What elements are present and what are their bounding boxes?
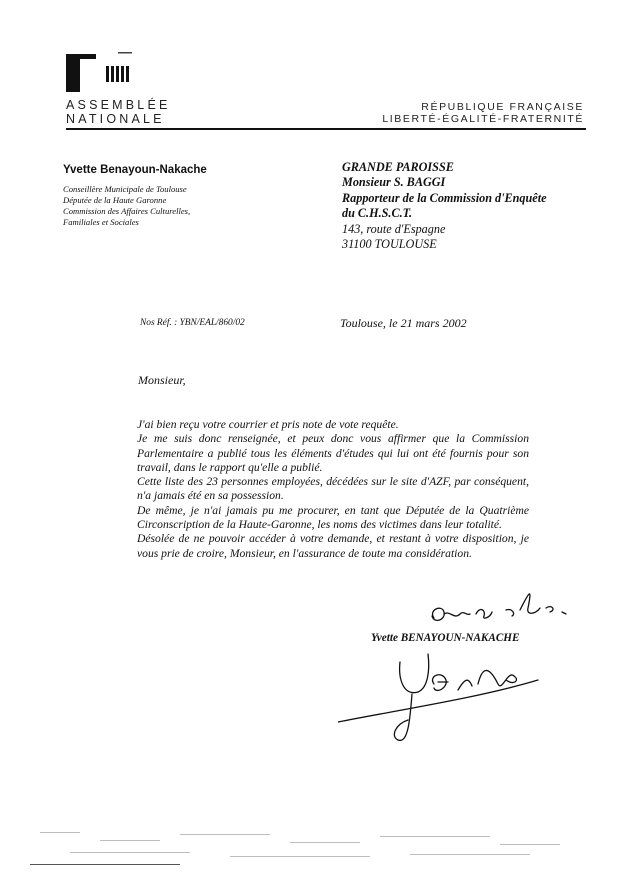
header-rule xyxy=(66,128,586,130)
recipient-street: 143, route d'Espagne xyxy=(342,221,446,236)
recipient-person: Monsieur S. BAGGI xyxy=(342,175,446,190)
body-paragraph-1: J'ai bien reçu votre courrier et pris note de vote requête. xyxy=(137,418,399,431)
letter-body xyxy=(137,418,529,561)
assemblee-nationale-logo xyxy=(66,52,144,100)
handwritten-signature xyxy=(338,640,558,750)
body-paragraph-3: Cette liste des 23 personnes employées, décédées sur le site d'AZF, par conséquent, n'a jamais été en sa possession. xyxy=(137,475,529,503)
handwritten-greeting-scribble xyxy=(420,580,580,630)
sender-role-1: Conseillère Municipale de Toulouse xyxy=(63,184,187,194)
republic-line-2: LIBERTÉ-ÉGALITÉ-FRATERNITÉ xyxy=(382,113,584,125)
signatory-name: Yvette BENAYOUN-NAKACHE xyxy=(371,632,520,644)
institution-name xyxy=(66,98,171,126)
body-paragraph-4: De même, je n'ai jamais pu me procurer, en tant que Députée de la Quatrième Circonscription de la Haute-Garonne, les noms des victimes dans leur totalité. xyxy=(137,503,529,532)
institution-line-2: NATIONALE xyxy=(66,112,165,126)
recipient-title-line-2: du C.H.S.C.T. xyxy=(342,206,412,221)
letter-date: Toulouse, le 21 mars 2002 xyxy=(340,316,467,330)
body-paragraph-2: Je me suis donc renseignée, et peux donc vous affirmer que la Commission Parlementaire a publié tous les éléments d'études qui lui ont été fournis pour son travail, dans le rapport qu'elle a publié. xyxy=(137,432,529,474)
recipient-title-line-1: Rapporteur de la Commission d'Enquête xyxy=(342,190,547,205)
sender-role-3: Commission des Affaires Culturelles, xyxy=(63,206,191,216)
scan-noise-band xyxy=(30,826,590,866)
sender-name: Yvette Benayoun-Nakache xyxy=(63,164,207,176)
republic-motto xyxy=(382,101,584,125)
body-paragraph-5: Désolée de ne pouvoir accéder à votre demande, et restant à votre disposition, je vous prie de croire, Monsieur, en l'assurance de toute ma considération. xyxy=(137,532,529,560)
sender-role-2: Députée de la Haute Garonne xyxy=(63,195,167,205)
recipient-city: 31100 TOULOUSE xyxy=(342,237,437,252)
recipient-address xyxy=(342,160,547,252)
republic-line-1: RÉPUBLIQUE FRANÇAISE xyxy=(421,101,584,113)
sender-roles xyxy=(63,184,190,228)
sender-role-4: Familiales et Sociales xyxy=(63,217,139,227)
salutation: Monsieur, xyxy=(138,373,186,387)
recipient-company: GRANDE PAROISSE xyxy=(342,160,454,174)
institution-line-1: ASSEMBLÉE xyxy=(66,98,171,112)
reference-number: Nos Réf. : YBN/EAL/860/02 xyxy=(140,318,245,328)
